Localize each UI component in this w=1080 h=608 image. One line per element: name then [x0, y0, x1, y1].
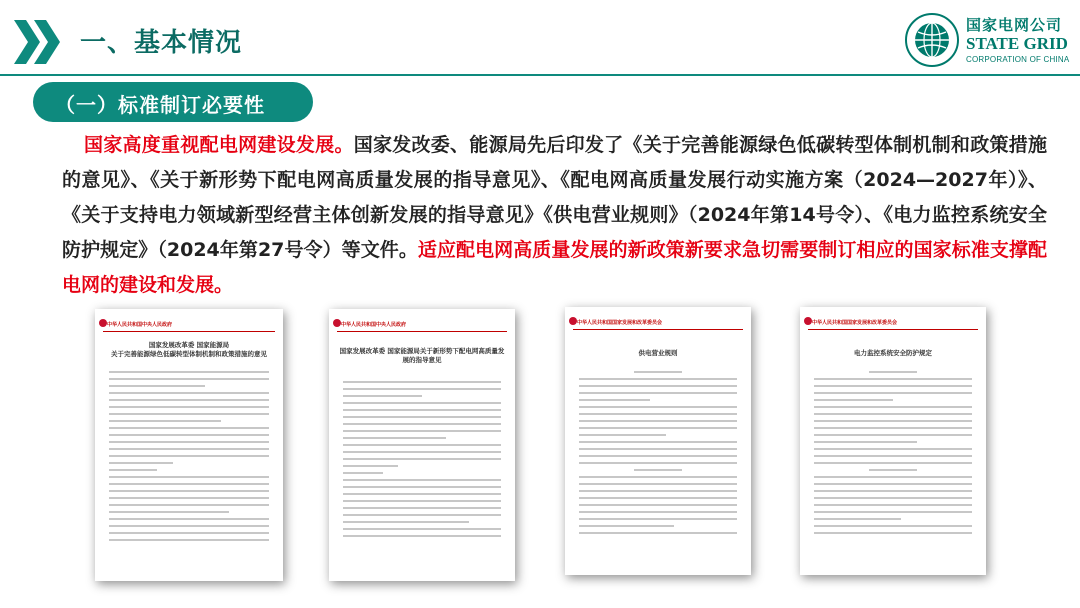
document-header: 中华人民共和国中央人民政府 [107, 322, 173, 328]
document-header: 中华人民共和国中央人民政府 [341, 322, 407, 328]
header-rule [808, 329, 978, 330]
document-text-lines [579, 371, 737, 539]
document-title: 供电营业规则 [638, 349, 678, 357]
body-paragraph [62, 128, 1047, 303]
page-title: 一、基本情况 [80, 28, 243, 58]
paragraph-text: 国家发改委、能源局先后印发了《关于完善能源绿色低碳转型体制机制和政策措施的意见》、《关于新形势下配电网高质量发展的指导意见》、《配电网高质量发展行动实施方案（2024—2027年）》、《关于支持电力领域新型经营主体创新发展的指导意见》《供电营业规则》（2024年第14号令）、《电力监控系统安全防护规定》（2024年第27号令）等文件。 [62, 134, 1047, 261]
document-text-lines [109, 371, 269, 546]
logo-english-name: STATE GRID [966, 34, 1068, 53]
document-header: 中华人民共和国国家发展和改革委员会 [577, 320, 663, 326]
document-text-lines [343, 381, 501, 542]
emphasis-tail: 适应配电网高质量发展的新政策新要求急切需要制订相应的国家标准支撑配电网的建设和发展。 [62, 239, 1047, 296]
logo-chinese-name: 国家电网公司 [966, 16, 1063, 34]
emblem-icon [99, 319, 107, 327]
section-heading: （一）标准制订必要性 [55, 93, 265, 117]
chevron-right-icon [34, 20, 60, 64]
emblem-icon [333, 319, 341, 327]
emblem-icon [804, 317, 812, 325]
section-heading-pill [33, 82, 313, 122]
document-thumbnail [95, 309, 283, 581]
document-title: 国家发展改革委 国家能源局 关于完善能源绿色低碳转型体制机制和政策措施的意见 [111, 341, 267, 358]
document-thumbnail [800, 307, 986, 575]
emblem-icon [569, 317, 577, 325]
slide-header [0, 0, 1080, 76]
header-divider [0, 74, 1080, 76]
header-rule [337, 331, 507, 332]
document-thumbnail [565, 307, 751, 575]
document-title: 国家发展改革委 国家能源局关于新形势下配电网高质量发展的指导意见 [339, 347, 505, 364]
emphasis-lead: 国家高度重视配电网建设发展。 [84, 134, 354, 156]
header-rule [103, 331, 275, 332]
document-header: 中华人民共和国国家发展和改革委员会 [812, 320, 898, 326]
header-rule [573, 329, 743, 330]
state-grid-globe-icon [904, 12, 960, 68]
document-text-lines [814, 371, 972, 539]
logo-english-subtitle: CORPORATION OF CHINA [966, 55, 1070, 64]
document-thumbnail [329, 309, 515, 581]
document-title: 电力监控系统安全防护规定 [854, 349, 932, 357]
